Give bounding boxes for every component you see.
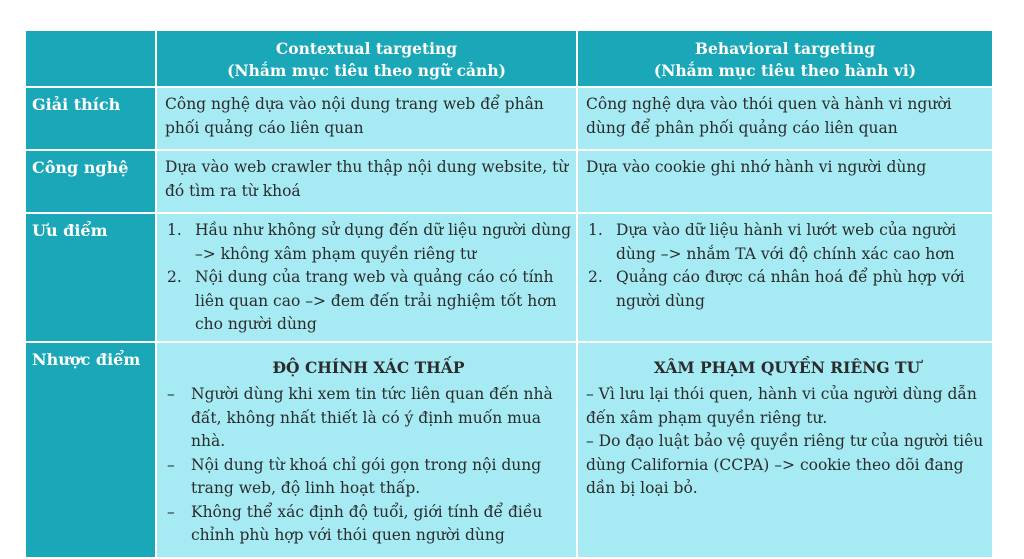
list-number: 2. — [588, 268, 603, 286]
list-item — [165, 266, 572, 337]
table-row-advantages — [25, 213, 993, 342]
advantages-contextual — [156, 213, 577, 342]
list-item — [586, 266, 988, 313]
disadvantages-behavioral — [577, 342, 993, 558]
technology-contextual: Dựa vào web crawler thu thập nội dung website, từ đó tìm ra từ khoá — [156, 150, 577, 213]
header-behavioral-subtitle: (Nhắm mục tiêu theo hành vi) — [653, 61, 917, 80]
list-text: Hầu như không sử dụng đến dữ liệu người dùng –> không xâm phạm quyền riêng tư — [195, 221, 572, 263]
comparison-table — [24, 29, 994, 559]
list-item — [165, 454, 572, 501]
technology-behavioral: Dựa vào cookie ghi nhớ hành vi người dùng — [577, 150, 993, 213]
table-row-disadvantages — [25, 342, 993, 558]
list-item — [165, 219, 572, 266]
list-item — [165, 383, 572, 454]
header-row — [25, 30, 993, 87]
list-number: 2. — [167, 268, 182, 286]
header-corner-cell — [25, 30, 156, 87]
disadvantages-contextual — [156, 342, 577, 558]
list-number: 1. — [588, 221, 603, 239]
advantages-contextual-list — [165, 219, 572, 337]
table-row-explanation — [25, 87, 993, 150]
list-number: 1. — [167, 221, 182, 239]
list-text: Dựa vào dữ liệu hành vi lướt web của người dùng –> nhắm TA với độ chính xác cao hơn — [616, 221, 957, 263]
header-contextual — [156, 30, 577, 87]
header-contextual-title: Contextual targeting — [275, 39, 458, 58]
row-label-explanation: Giải thích — [25, 87, 156, 150]
list-item — [586, 219, 988, 266]
list-text: Nội dung từ khoá chỉ gói gọn trong nội dung trang web, độ linh hoạt thấp. — [191, 455, 542, 497]
list-text: Không thể xác định độ tuổi, giới tính để điều chỉnh phù hợp với thói quen người dùng — [191, 502, 543, 544]
row-label-advantages: Ưu điểm — [25, 213, 156, 342]
list-text: Người dùng khi xem tin tức liên quan đến nhà đất, không nhất thiết là có ý định muốn mua nhà. — [191, 385, 553, 450]
header-contextual-subtitle: (Nhắm mục tiêu theo ngữ cảnh) — [227, 61, 506, 80]
explanation-contextual: Công nghệ dựa vào nội dung trang web để phân phối quảng cáo liên quan — [156, 87, 577, 150]
row-label-disadvantages: Nhược điểm — [25, 342, 156, 558]
list-dash: – — [167, 502, 175, 521]
list-dash: – — [167, 385, 175, 403]
disadvantages-behavioral-para: – Vì lưu lại thói quen, hành vi của người dùng dẫn đến xâm phạm quyền riêng tư. — [586, 385, 977, 427]
list-dash: – — [167, 455, 175, 474]
table-row-technology — [25, 150, 993, 213]
row-label-technology: Công nghệ — [25, 150, 156, 213]
disadvantages-behavioral-para: – Do đạo luật bảo vệ quyền riêng tư của người tiêu dùng California (CCPA) –> cookie theo dõi đang dần bị loại bỏ. — [586, 432, 984, 497]
disadvantages-contextual-heading: ĐỘ CHÍNH XÁC THẤP — [272, 357, 465, 377]
explanation-behavioral: Công nghệ dựa vào thói quen và hành vi người dùng để phân phối quảng cáo liên quan — [577, 87, 993, 150]
list-text: Nội dung của trang web và quảng cáo có tính liên quan cao –> đem đến trải nghiệm tốt hơn cho người dùng — [195, 268, 557, 333]
list-text: Quảng cáo được cá nhân hoá để phù hợp với người dùng — [616, 268, 965, 310]
advantages-behavioral — [577, 213, 993, 342]
disadvantages-contextual-list — [165, 383, 572, 548]
list-item — [165, 501, 572, 548]
disadvantages-behavioral-heading: XÂM PHẠM QUYỀN RIÊNG TƯ — [653, 357, 921, 377]
header-behavioral-title: Behavioral targeting — [694, 39, 876, 58]
advantages-behavioral-list — [586, 219, 988, 313]
header-behavioral — [577, 30, 993, 87]
